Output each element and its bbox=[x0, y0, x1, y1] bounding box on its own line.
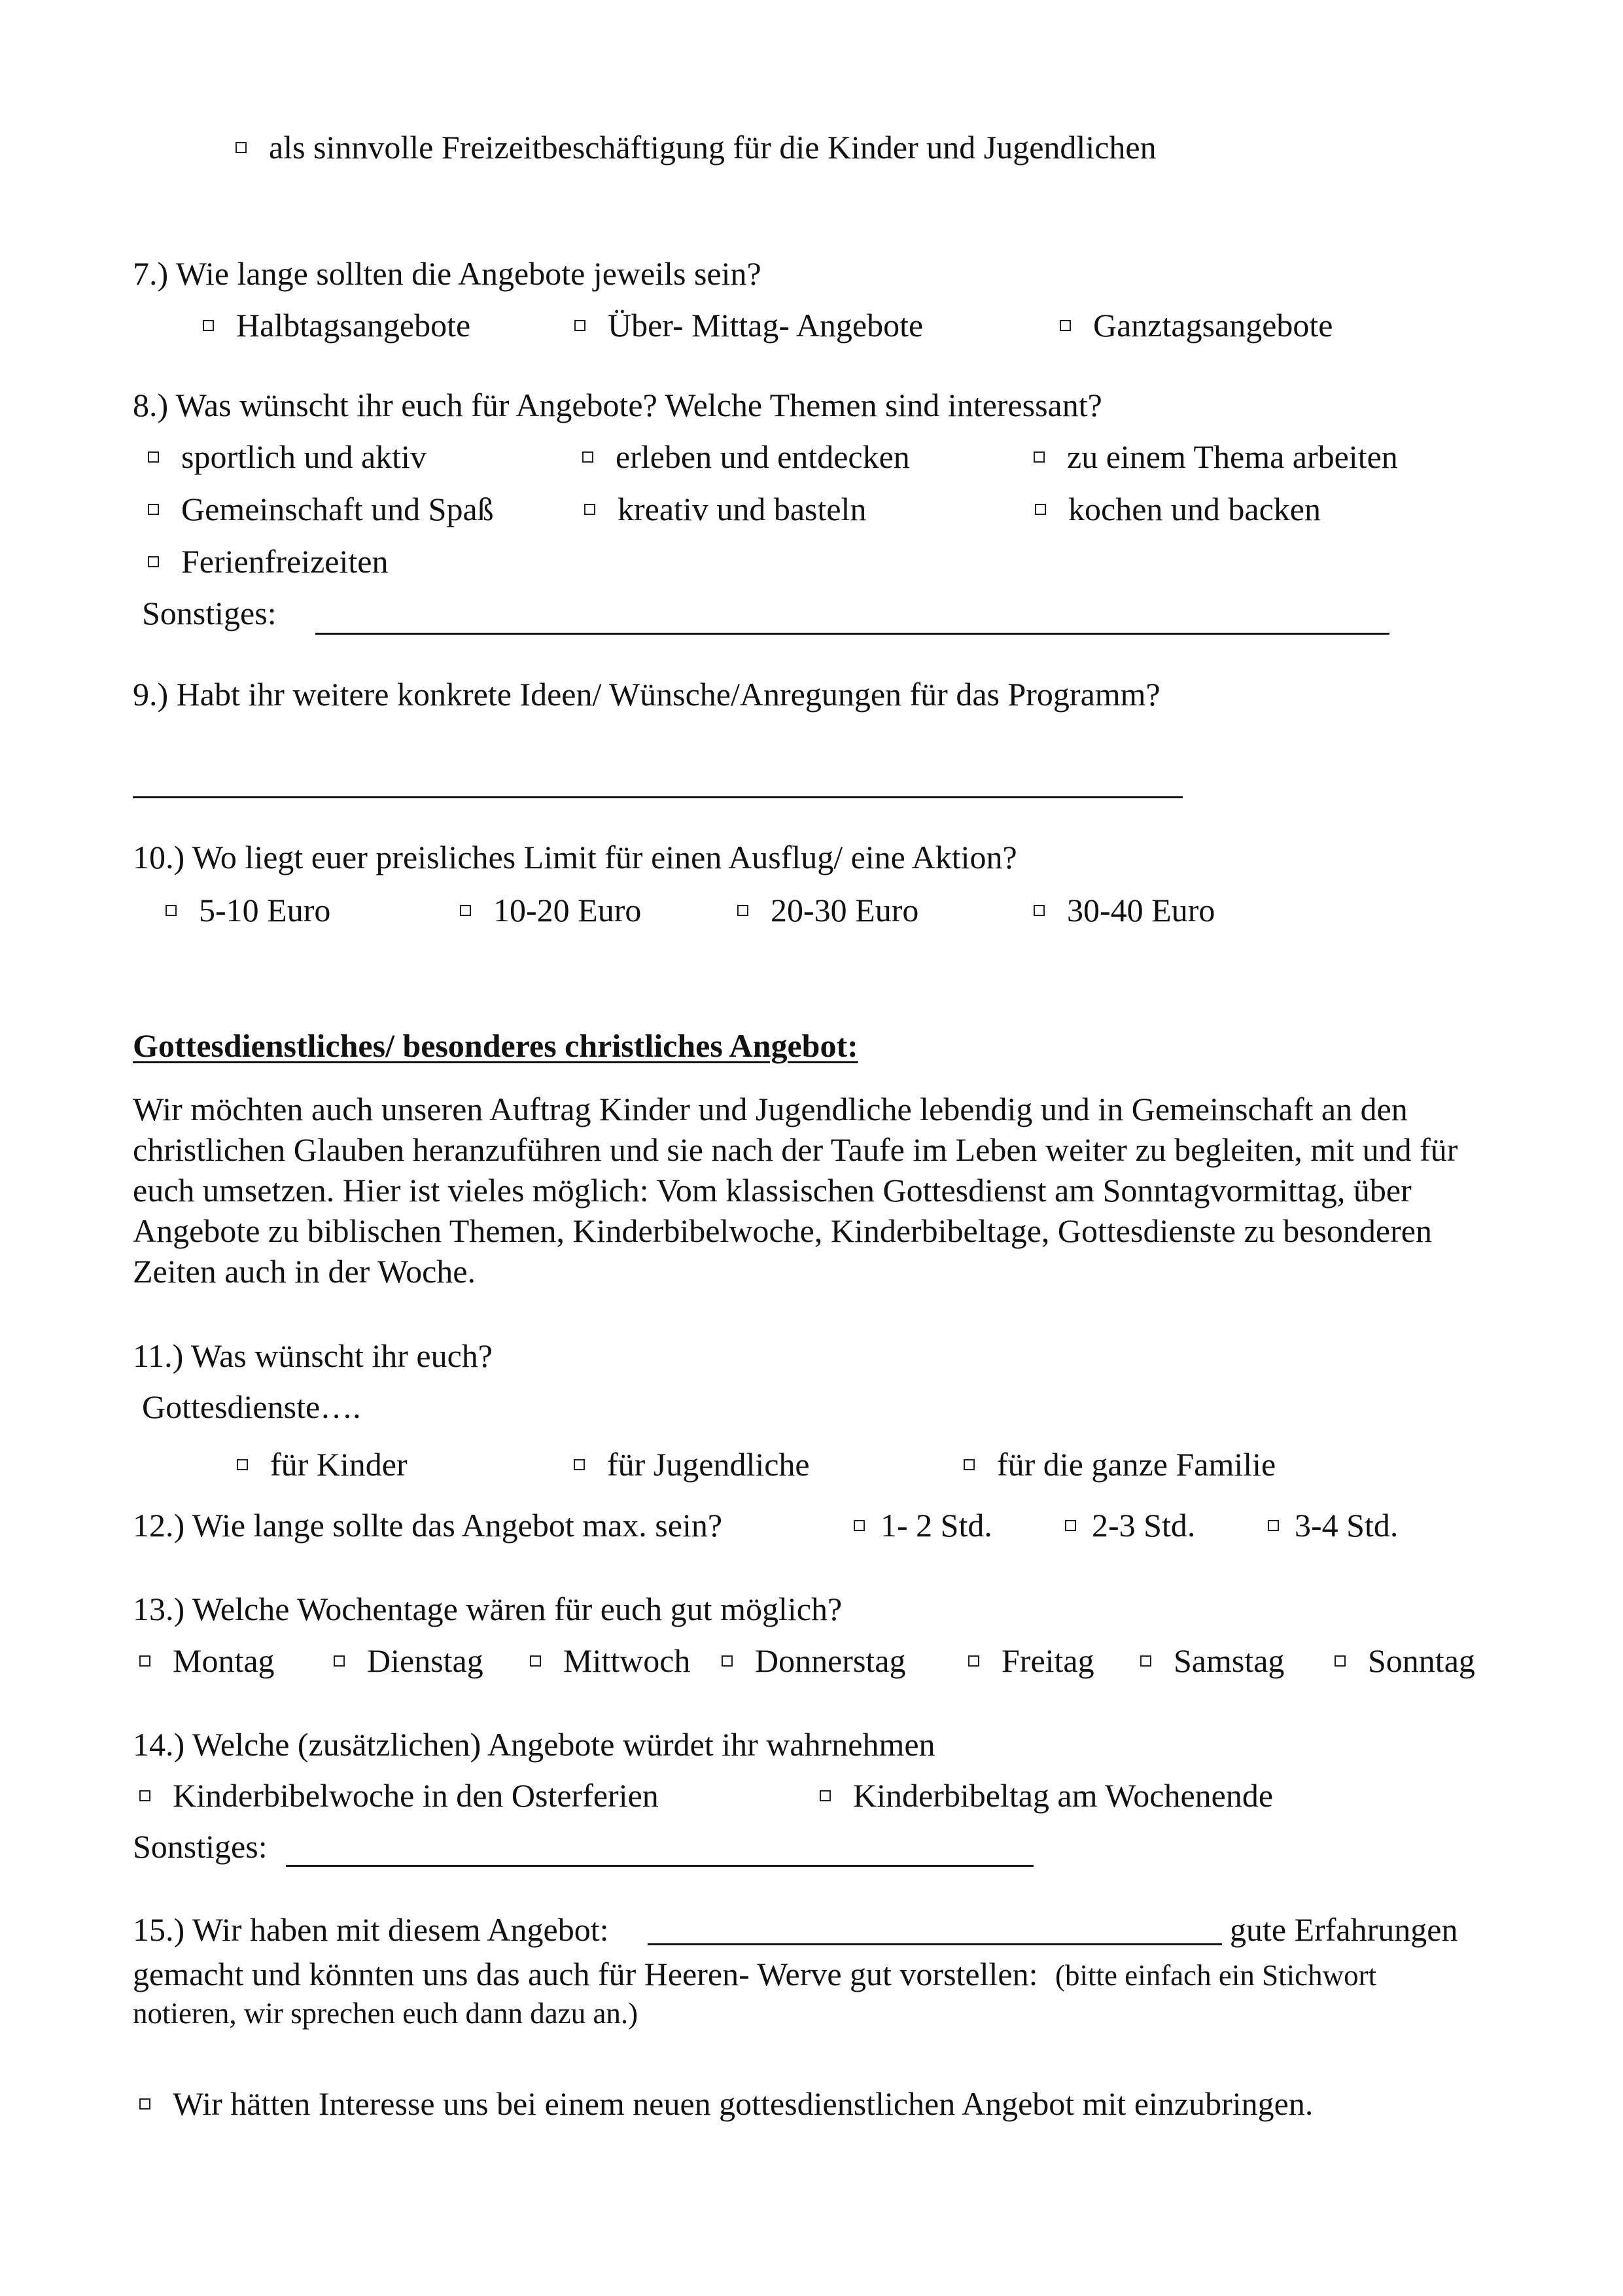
q15-line2: gemacht und könnten uns das auch für Heeren- Werve gut vorstellen: bbox=[133, 1956, 1038, 1992]
option-label: Sonntag bbox=[1368, 1642, 1475, 1679]
option-label: Freitag bbox=[1002, 1642, 1094, 1679]
checkbox[interactable] bbox=[854, 1520, 865, 1531]
q15-question-start: 15.) Wir haben mit diesem Angebot: bbox=[133, 1911, 609, 1948]
checkbox[interactable] bbox=[148, 451, 159, 463]
q12-option-1-2[interactable] bbox=[854, 1509, 992, 1542]
option-label: 10-20 Euro bbox=[493, 892, 642, 928]
section-heading: Gottesdienstliches/ besonderes christliches Angebot: bbox=[133, 1027, 858, 1064]
option-label: sportlich und aktiv bbox=[181, 438, 427, 475]
option-label: Wir hätten Interesse uns bei einem neuen gottesdienstlichen Angebot mit einzubringen. bbox=[173, 2085, 1314, 2122]
option-label: Donnerstag bbox=[755, 1642, 906, 1679]
option-label: Mittwoch bbox=[563, 1642, 691, 1679]
option-label: Halbtagsangebote bbox=[236, 307, 471, 344]
checkbox[interactable] bbox=[148, 556, 159, 567]
q8-option-thema[interactable] bbox=[1034, 440, 1398, 473]
option-label: 2-3 Std. bbox=[1092, 1507, 1196, 1544]
q13-option-donnerstag[interactable] bbox=[722, 1644, 906, 1677]
option-label: Kinderbibelwoche in den Osterferien bbox=[173, 1777, 659, 1814]
checkbox[interactable] bbox=[584, 504, 595, 515]
checkbox[interactable] bbox=[722, 1655, 733, 1667]
checkbox[interactable] bbox=[530, 1655, 541, 1667]
q8-option-sportlich[interactable] bbox=[148, 440, 427, 473]
q11-option-kinder[interactable] bbox=[237, 1448, 408, 1481]
q13-option-mittwoch[interactable] bbox=[530, 1644, 690, 1677]
option-label: Samstag bbox=[1174, 1642, 1285, 1679]
option-label: kreativ und basteln bbox=[618, 491, 867, 527]
q7-option-halbtag[interactable] bbox=[203, 309, 470, 342]
checkbox[interactable] bbox=[334, 1655, 345, 1667]
checkbox[interactable] bbox=[964, 1459, 975, 1470]
q10-question: 10.) Wo liegt euer preisliches Limit für einen Ausflug/ eine Aktion? bbox=[133, 839, 1017, 875]
option-label: erleben und entdecken bbox=[616, 438, 910, 475]
q12-question: 12.) Wie lange sollte das Angebot max. sein? bbox=[133, 1507, 723, 1544]
q14-option-kinderbibeltag[interactable] bbox=[820, 1779, 1273, 1812]
option-label: für die ganze Familie bbox=[997, 1446, 1276, 1483]
option-label: 1- 2 Std. bbox=[881, 1507, 992, 1544]
checkbox[interactable] bbox=[737, 905, 748, 916]
q15-note: (bitte einfach ein Stichwort bbox=[1055, 1959, 1377, 1992]
q12-option-2-3[interactable] bbox=[1065, 1509, 1195, 1542]
final-interest-option[interactable] bbox=[139, 2087, 1313, 2120]
checkbox[interactable] bbox=[139, 1790, 150, 1801]
q10-option-10-20[interactable] bbox=[460, 894, 641, 927]
option-label: Ferienfreizeiten bbox=[181, 543, 389, 580]
option-label: zu einem Thema arbeiten bbox=[1067, 438, 1398, 475]
q13-question: 13.) Welche Wochentage wären für euch gut möglich? bbox=[133, 1591, 843, 1627]
checkbox[interactable] bbox=[1335, 1655, 1346, 1667]
q10-option-30-40[interactable] bbox=[1034, 894, 1215, 927]
q14-question: 14.) Welche (zusätzlichen) Angebote würdet ihr wahrnehmen bbox=[133, 1726, 935, 1763]
q7-question: 7.) Wie lange sollten die Angebote jeweils sein? bbox=[133, 255, 761, 292]
q14-other-label: Sonstiges: bbox=[133, 1828, 268, 1865]
q13-option-montag[interactable] bbox=[139, 1644, 275, 1677]
q11-sub-label: Gottesdienste…. bbox=[142, 1388, 361, 1425]
q6-option-freizeit[interactable] bbox=[236, 131, 1157, 164]
q11-option-familie[interactable] bbox=[964, 1448, 1276, 1481]
q8-other-input[interactable] bbox=[315, 633, 1389, 635]
q10-option-5-10[interactable] bbox=[166, 894, 330, 927]
q8-question: 8.) Was wünscht ihr euch für Angebote? Welche Themen sind interessant? bbox=[133, 387, 1102, 423]
option-label: für Jugendliche bbox=[607, 1446, 810, 1483]
checkbox[interactable] bbox=[139, 2098, 150, 2110]
q8-option-kreativ[interactable] bbox=[584, 493, 866, 525]
option-label: Ganztagsangebote bbox=[1093, 307, 1333, 344]
checkbox[interactable] bbox=[139, 1655, 150, 1667]
q8-option-ferien[interactable] bbox=[148, 545, 388, 578]
checkbox[interactable] bbox=[1035, 504, 1046, 515]
q7-option-mittag[interactable] bbox=[574, 309, 923, 342]
option-label: als sinnvolle Freizeitbeschäftigung für die Kinder und Jugendlichen bbox=[269, 129, 1157, 166]
q9-answer-input[interactable] bbox=[133, 796, 1183, 798]
q11-question: 11.) Was wünscht ihr euch? bbox=[133, 1337, 493, 1374]
checkbox[interactable] bbox=[582, 451, 593, 463]
q14-other-input[interactable] bbox=[286, 1865, 1034, 1867]
option-label: 20-30 Euro bbox=[771, 892, 919, 928]
option-label: Gemeinschaft und Spaß bbox=[181, 491, 494, 527]
q7-option-ganztag[interactable] bbox=[1060, 309, 1333, 342]
option-label: Montag bbox=[173, 1642, 275, 1679]
option-label: Kinderbibeltag am Wochenende bbox=[853, 1777, 1274, 1814]
q12-option-3-4[interactable] bbox=[1268, 1509, 1398, 1542]
q11-option-jugendliche[interactable] bbox=[574, 1448, 810, 1481]
checkbox[interactable] bbox=[1140, 1655, 1151, 1667]
checkbox[interactable] bbox=[236, 142, 247, 153]
checkbox[interactable] bbox=[1034, 905, 1045, 916]
q13-option-dienstag[interactable] bbox=[334, 1644, 483, 1677]
checkbox[interactable] bbox=[203, 320, 214, 331]
q8-other-label: Sonstiges: bbox=[142, 595, 277, 631]
checkbox[interactable] bbox=[1034, 451, 1045, 463]
q14-option-kinderbibelwoche[interactable] bbox=[139, 1779, 659, 1812]
checkbox[interactable] bbox=[820, 1790, 831, 1801]
q13-option-sonntag[interactable] bbox=[1335, 1644, 1475, 1677]
q9-question: 9.) Habt ihr weitere konkrete Ideen/ Wünsche/Anregungen für das Programm? bbox=[133, 676, 1161, 713]
checkbox[interactable] bbox=[1060, 320, 1071, 331]
q13-option-freitag[interactable] bbox=[968, 1644, 1094, 1677]
option-label: Über- Mittag- Angebote bbox=[608, 307, 924, 344]
option-label: 5-10 Euro bbox=[199, 892, 331, 928]
q15-angebot-input[interactable] bbox=[648, 1943, 1222, 1945]
checkbox[interactable] bbox=[574, 1459, 585, 1470]
option-label: 30-40 Euro bbox=[1067, 892, 1215, 928]
q15-note-continued: notieren, wir sprechen euch dann dazu an.) bbox=[133, 1997, 638, 2030]
checkbox[interactable] bbox=[574, 320, 585, 331]
checkbox[interactable] bbox=[968, 1655, 979, 1667]
checkbox[interactable] bbox=[1065, 1520, 1076, 1531]
option-label: für Kinder bbox=[270, 1446, 408, 1483]
q15-question-end: gute Erfahrungen bbox=[1230, 1911, 1458, 1948]
q8-option-gemeinschaft[interactable] bbox=[148, 493, 494, 525]
q8-option-erleben[interactable] bbox=[582, 440, 910, 473]
option-label: 3-4 Std. bbox=[1295, 1507, 1399, 1544]
checkbox[interactable] bbox=[166, 905, 177, 916]
checkbox[interactable] bbox=[1268, 1520, 1279, 1531]
q8-option-kochen[interactable] bbox=[1035, 493, 1321, 525]
q10-option-20-30[interactable] bbox=[737, 894, 918, 927]
checkbox[interactable] bbox=[460, 905, 471, 916]
checkbox[interactable] bbox=[148, 504, 159, 515]
section-intro: Wir möchten auch unseren Auftrag Kinder und Jugendliche lebendig und in Gemeinschaft an den christlichen Glauben heranzuführen und sie nach der Taufe im Leben weiter zu begleiten, mit und für euch umsetzen. Hier ist vieles möglich: Vom klassischen Gottesdienst am Sonntagvormittag, über Angebote zu biblischen Themen, Kinderbibelwoche, Kinderbibeltage, Gottesdienste zu besonderen Zeiten auch in der Woche. bbox=[133, 1091, 1458, 1290]
checkbox[interactable] bbox=[237, 1459, 248, 1470]
option-label: Dienstag bbox=[367, 1642, 483, 1679]
q13-option-samstag[interactable] bbox=[1140, 1644, 1284, 1677]
option-label: kochen und backen bbox=[1068, 491, 1321, 527]
